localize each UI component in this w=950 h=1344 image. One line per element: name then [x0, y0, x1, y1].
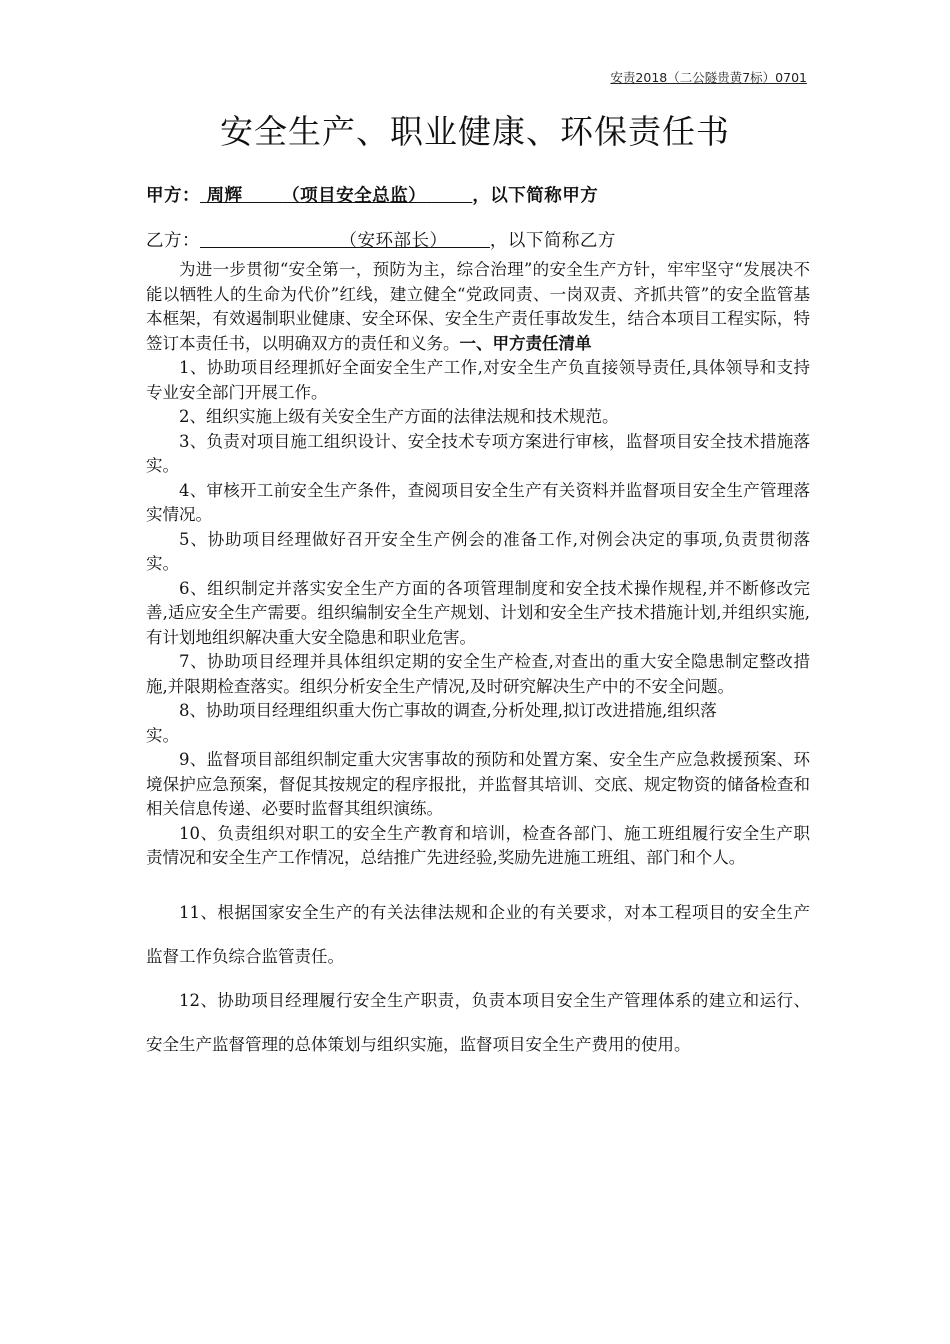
list-item: 8、协助项目经理组织重大伤亡事故的调查,分析处理,拟订改进措施,组织落: [179, 701, 717, 720]
party-b-suffix: ，以下简称乙方: [489, 231, 616, 251]
party-a-name: 周辉 （项目安全总监）: [206, 186, 427, 206]
list-item: 9、监督项目部组织制定重大灾害事故的预防和处置方案、安全生产应急救援预案、环境保护应急预案，督促其按规定的程序报批，并监督其培训、交底、规定物资的储备检查和相关信息传递、必要时监督其组织演练。: [146, 750, 810, 818]
document-code: 安责2018（二公隧贵黄7标）0701: [610, 70, 807, 85]
section-heading: 一、甲方责任清单: [459, 333, 592, 353]
list-item: 5、协助项目经理做好召开安全生产例会的准备工作,对例会决定的事项,负责贯彻落实。: [146, 529, 810, 573]
list-item: 10、负责组织对职工的安全生产教育和培训，检查各部门、施工班组履行安全生产职责情况和安全生产工作情况，总结推广先进经验,奖励先进施工班组、部门和个人。: [146, 823, 810, 867]
party-a-label: 甲方：: [146, 186, 200, 206]
party-a-suffix: ，以下简称甲方: [472, 186, 599, 206]
spacer: [146, 871, 810, 891]
party-b-blank: [200, 231, 490, 251]
list-item: 1、协助项目经理抓好全面安全生产工作,对安全生产负直接领导责任,具体领导和支持专业安全部门开展工作。: [146, 358, 810, 402]
party-a-role: （项目安全总监）: [282, 186, 427, 206]
list-item: 12、协助项目经理履行安全生产职责，负责本项目安全生产管理体系的建立和运行、安全生产监督管理的总体策划与组织实施，监督项目安全生产费用的使用。: [146, 990, 810, 1054]
party-b-line: [146, 227, 616, 252]
document-body: [146, 258, 810, 1067]
party-b-label: 乙方：: [146, 231, 200, 251]
list-item: 7、协助项目经理并具体组织定期的安全生产检查,对查出的重大安全隐患制定整改措施,并限期检查落实。组织分析安全生产情况,及时研究解决生产中的不安全问题。: [146, 652, 810, 696]
list-item-continuation: 实。: [146, 725, 179, 745]
intro-paragraph: 为进一步贯彻“安全第一，预防为主，综合治理”的安全生产方针，牢牢坚守“发展决不能以牺牲人的生命为代价”红线，建立健全“党政同责、一岗双责、齐抓共管”的安全监管基本框架，有效遏制职业健康、安全环保、安全生产责任事故发生，结合本项目工程实际，特签订本责任书，以明确双方的责任和义务。一、甲方责任清单: [146, 260, 810, 353]
list-item: 4、审核开工前安全生产条件，查阅项目安全生产有关资料并监督项目安全生产管理落实情况。: [146, 480, 810, 524]
party-b-role: （安环部长）: [339, 231, 448, 251]
page-title: 安全生产、职业健康、环保责任书: [220, 112, 730, 151]
list-item: 3、负责对项目施工组织设计、安全技术专项方案进行审核，监督项目安全技术措施落实。: [146, 431, 810, 475]
list-item: 2、组织实施上级有关安全生产方面的法律法规和技术规范。: [179, 407, 619, 426]
party-a-line: [146, 182, 598, 207]
list-item: 11、根据国家安全生产的有关法律法规和企业的有关要求，对本工程项目的安全生产监督工作负综合监管责任。: [146, 902, 810, 966]
list-item: 6、组织制定并落实安全生产方面的各项管理制度和安全技术操作规程,并不断修改完善,适应安全生产需要。组织编制安全生产规划、计划和安全生产技术措施计划,并组织实施,有计划地组织解决重大安全隐患和职业危害。: [146, 578, 810, 647]
